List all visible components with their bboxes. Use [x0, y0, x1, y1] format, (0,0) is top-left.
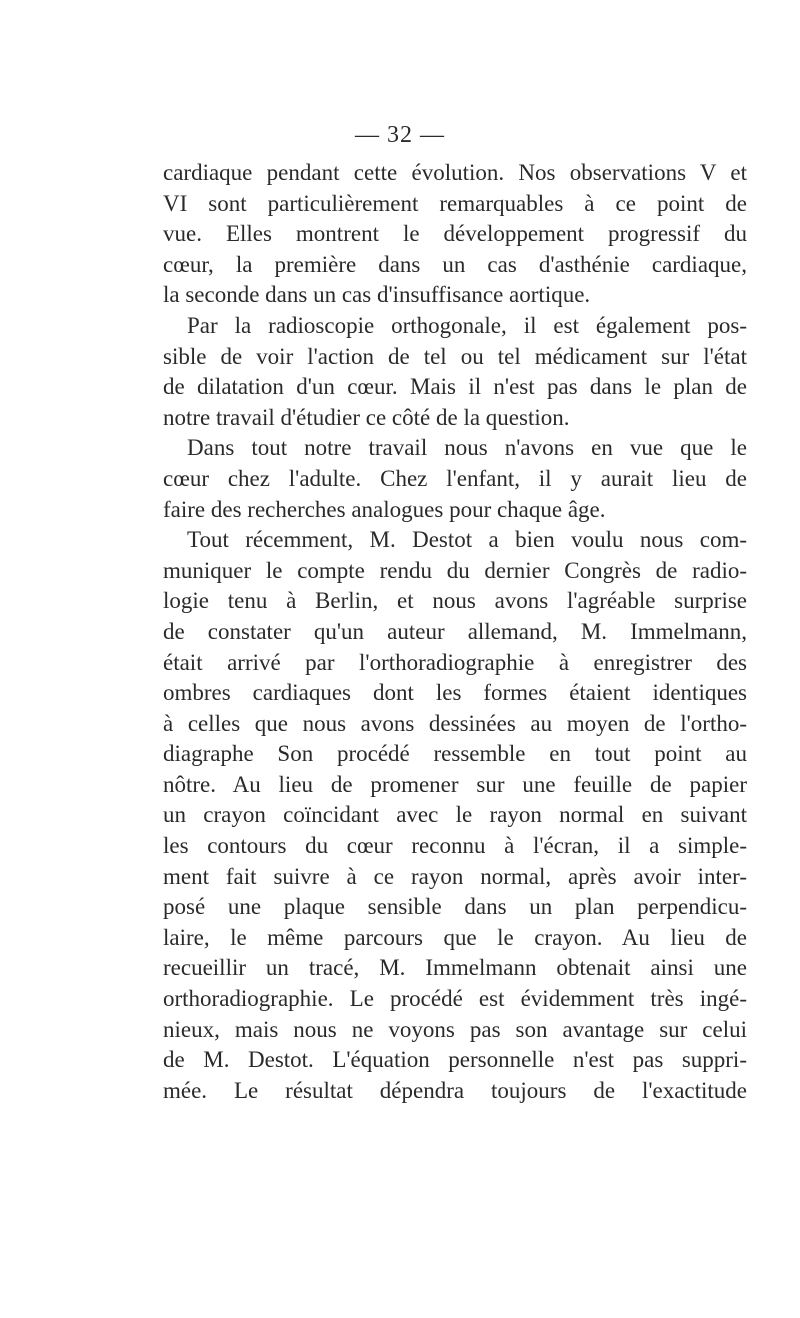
text-line: posé une plaque sensible dans un plan perpendicu- [163, 894, 747, 920]
text-line: recueillir un tracé, M. Immelmann obtenait ainsi une [163, 955, 747, 981]
text-line: sible de voir l'action de tel ou tel médicament sur l'état [163, 343, 747, 369]
text-line: cœur, la première dans un cas d'asthénie cardiaque, [163, 251, 747, 277]
text-line: vue. Elles montrent le développement progressif du [163, 221, 747, 247]
text-line: de constater qu'un auteur allemand, M. Immelmann, [163, 618, 747, 644]
text-line: mée. Le résultat dépendra toujours de l'exactitude [163, 1077, 747, 1103]
text-line: les contours du cœur reconnu à l'écran, il a simple- [163, 833, 747, 859]
text-line: orthoradiographie. Le procédé est évidemment très ingé- [163, 986, 747, 1012]
text-line: Par la radioscopie orthogonale, il est également pos- [187, 312, 747, 338]
text-line: Dans tout notre travail nous n'avons en vue que le [187, 435, 747, 461]
text-line: ombres cardiaques dont les formes étaient identiques [163, 680, 747, 706]
text-line: à celles que nous avons dessinées au moyen de l'ortho- [163, 710, 747, 736]
text-line: logie tenu à Berlin, et nous avons l'agréable surprise [163, 588, 747, 614]
text-line: la seconde dans un cas d'insuffisance aortique. [163, 282, 591, 308]
text-line: diagraphe Son procédé ressemble en tout point au [163, 741, 747, 767]
text-line: laire, le même parcours que le crayon. Au lieu de [163, 924, 747, 950]
text-line: un crayon coïncidant avec le rayon normal en suivant [163, 802, 747, 828]
text-line: était arrivé par l'orthoradiographie à enregistrer des [163, 649, 747, 675]
text-line: ment fait suivre à ce rayon normal, après avoir inter- [163, 863, 747, 889]
text-line: notre travail d'étudier ce côté de la question. [163, 404, 570, 430]
page-number: — 32 — [355, 122, 445, 148]
text-line: cœur chez l'adulte. Chez l'enfant, il y aurait lieu de [163, 465, 747, 491]
text-line: faire des recherches analogues pour chaque âge. [163, 496, 606, 522]
body-text [163, 158, 747, 1106]
text-line: de dilatation d'un cœur. Mais il n'est pas dans le plan de [163, 374, 747, 400]
text-line: Tout récemment, M. Destot a bien voulu nous com- [187, 527, 747, 553]
text-line: nôtre. Au lieu de promener sur une feuille de papier [163, 771, 747, 797]
text-line: muniquer le compte rendu du dernier Congrès de radio- [163, 557, 747, 583]
text-line: nieux, mais nous ne voyons pas son avantage sur celui [163, 1016, 747, 1042]
text-line: VI sont particulièrement remarquables à ce point de [163, 190, 747, 216]
text-line: cardiaque pendant cette évolution. Nos observations V et [163, 160, 747, 185]
text-line: de M. Destot. L'équation personnelle n'est pas suppri- [163, 1047, 747, 1073]
